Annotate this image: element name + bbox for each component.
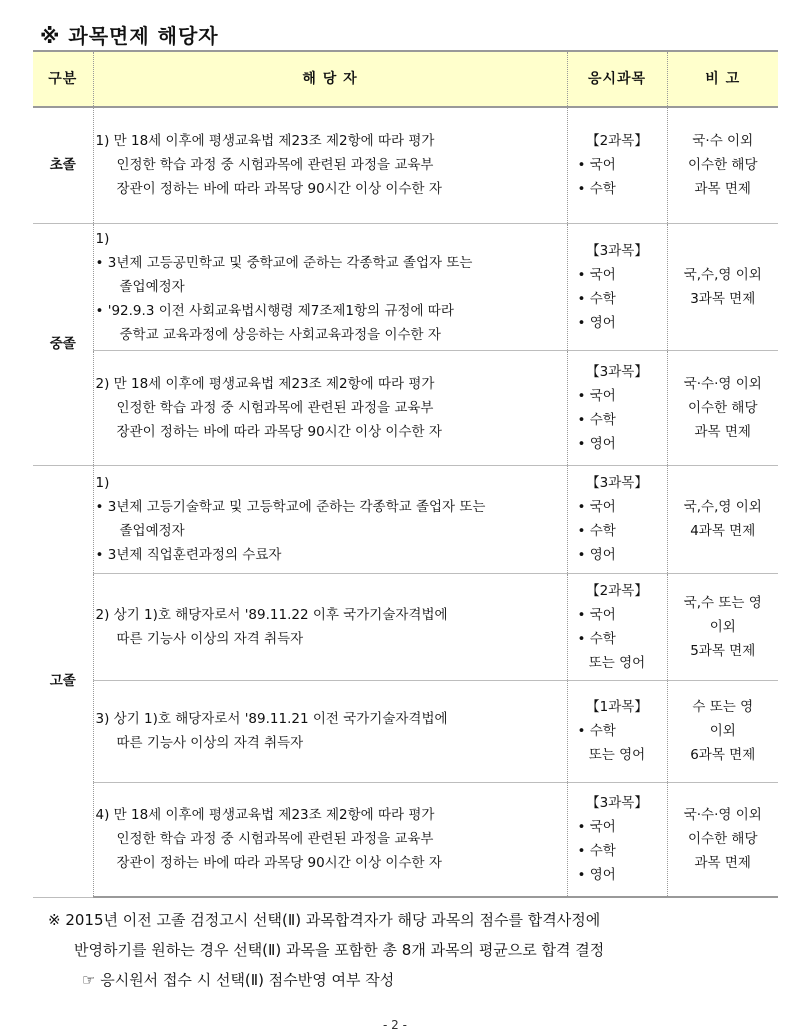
- subject-item: • 영어: [577, 867, 616, 884]
- subject-item: • 국어: [577, 606, 616, 623]
- subject-item: • 국어: [577, 266, 616, 283]
- subject-item: • 수학: [577, 523, 616, 539]
- subject-count: 【3과목】: [586, 475, 648, 491]
- remarks-cell: [667, 107, 778, 223]
- subject-item: • 영어: [577, 314, 616, 331]
- remark-line: 이외: [709, 618, 736, 635]
- bullet-item: [96, 543, 563, 567]
- remark-line: 3과목 면제: [690, 290, 756, 307]
- text-line: 인정한 학습 과정 중 시험과목에 관련된 과정을 교육부: [116, 157, 434, 174]
- text-line: 1) 만 18세 이후에 평생교육법 제23조 제2항에 따라 평가: [95, 133, 435, 150]
- subject-count: 【3과목】: [586, 363, 648, 380]
- exemption-table: [33, 50, 778, 898]
- eligible-cell: [93, 107, 567, 223]
- subject-item: • 수학: [577, 630, 616, 647]
- text-line: • '92.9.3 이전 사회교육법시행령 제7조제1항의 규정에 따라: [95, 302, 454, 319]
- remarks-cell: [667, 782, 778, 897]
- table-row: [33, 680, 778, 782]
- division-elementary: 초졸: [33, 107, 93, 223]
- remark-line: 국·수·영 이외: [683, 807, 762, 824]
- page-number: - 2 -: [383, 1018, 407, 1032]
- eligible-cell: [93, 223, 567, 350]
- text-line: 따른 기능사 이상의 자격 취득자: [116, 630, 304, 647]
- text-line: 졸업예정자: [119, 278, 185, 295]
- remark-line: 과목 면제: [694, 181, 751, 198]
- remark-line: 국·수 이외: [692, 133, 754, 150]
- subject-item: 또는 영어: [588, 747, 646, 763]
- subjects-cell: [567, 782, 667, 897]
- remarks-cell: [667, 465, 778, 573]
- text-line: 인정한 학습 과정 중 시험과목에 관련된 과정을 교육부: [116, 831, 434, 848]
- subject-item: • 수학: [577, 723, 616, 739]
- remark-line: 4과목 면제: [690, 523, 756, 539]
- table-row: [33, 782, 778, 897]
- text-line: • 3년제 고등기술학교 및 고등학교에 준하는 각종학교 졸업자 또는: [95, 499, 486, 515]
- table-row: [33, 573, 778, 680]
- remark-line: 이수한 해당: [688, 831, 758, 848]
- remarks-cell: [667, 680, 778, 782]
- subject-item: • 수학: [577, 181, 616, 198]
- header-eligible: 해 당 자: [93, 51, 567, 107]
- text-line: 따른 기능사 이상의 자격 취득자: [116, 735, 304, 751]
- remark-line: 수 또는 영: [692, 699, 754, 715]
- table-row: [33, 465, 778, 573]
- remark-line: 과목 면제: [694, 423, 751, 440]
- text-line: 2) 만 18세 이후에 평생교육법 제23조 제2항에 따라 평가: [95, 375, 435, 392]
- subject-item: • 국어: [577, 157, 616, 174]
- subject-item: 또는 영어: [588, 654, 646, 671]
- subjects-cell: [567, 680, 667, 782]
- eligible-cell: [93, 573, 567, 680]
- subject-item: • 국어: [577, 499, 616, 515]
- eligible-cell: [93, 350, 567, 465]
- subject-count: 【3과목】: [586, 242, 648, 259]
- remark-line: 국·수·영 이외: [683, 375, 762, 392]
- table-header-row: [33, 51, 778, 107]
- subjects-cell: [567, 465, 667, 573]
- text-line: 장관이 정하는 바에 따라 과목당 90시간 이상 이수한 자: [116, 423, 442, 440]
- remark-line: 5과목 면제: [690, 642, 756, 659]
- subject-item: • 국어: [577, 387, 616, 404]
- bullet-item: [96, 299, 563, 347]
- text-line: 장관이 정하는 바에 따라 과목당 90시간 이상 이수한 자: [116, 181, 442, 198]
- bullet-item: [96, 251, 563, 299]
- item-number: 1): [95, 230, 110, 247]
- text-line: • 3년제 직업훈련과정의 수료자: [95, 547, 282, 563]
- remarks-cell: [667, 573, 778, 680]
- remark-line: 국,수,영 이외: [683, 499, 762, 515]
- subject-item: • 수학: [577, 843, 616, 860]
- header-subjects: 응시과목: [567, 51, 667, 107]
- bullet-item: [96, 495, 563, 543]
- table-row: [33, 107, 778, 223]
- subject-item: • 국어: [577, 819, 616, 836]
- text-line: 중학교 교육과정에 상응하는 사회교육과정을 이수한 자: [119, 326, 441, 343]
- eligible-cell: [93, 680, 567, 782]
- text-line: 4) 만 18세 이후에 평생교육법 제23조 제2항에 따라 평가: [95, 807, 435, 824]
- remark-line: 이외: [709, 723, 736, 739]
- subject-count: 【2과목】: [586, 582, 648, 599]
- subject-count: 【3과목】: [586, 795, 648, 812]
- footnote-note: ☞ 응시원서 접수 시 선택(Ⅱ) 점수반영 여부 작성: [82, 971, 395, 989]
- remark-line: 국,수,영 이외: [683, 266, 762, 283]
- footnote-line: 반영하기를 원하는 경우 선택(Ⅱ) 과목을 포함한 총 8개 과목의 평균으로 합격 결정: [74, 941, 605, 959]
- remarks-cell: [667, 350, 778, 465]
- footnote: [48, 905, 778, 995]
- subject-item: • 영어: [577, 547, 616, 563]
- subject-count: 【1과목】: [586, 699, 648, 715]
- subject-item: • 수학: [577, 411, 616, 428]
- section-title: ※ 과목면제 해당자: [40, 24, 219, 48]
- subjects-cell: [567, 573, 667, 680]
- remark-line: 이수한 해당: [688, 399, 758, 416]
- header-division: 구분: [33, 51, 93, 107]
- subjects-cell: [567, 107, 667, 223]
- remark-line: 이수한 해당: [688, 157, 758, 174]
- eligible-cell: [93, 782, 567, 897]
- subject-item: • 영어: [577, 435, 616, 452]
- header-remarks: 비 고: [667, 51, 778, 107]
- subjects-cell: [567, 350, 667, 465]
- remark-line: 과목 면제: [694, 855, 751, 872]
- eligible-cell: [93, 465, 567, 573]
- footnote-line: ※ 2015년 이전 고졸 검정고시 선택(Ⅱ) 과목합격자가 해당 과목의 점수를 합격사정에: [48, 911, 601, 929]
- table-row: [33, 350, 778, 465]
- text-line: 2) 상기 1)호 해당자로서 '89.11.22 이후 국가기술자격법에: [95, 606, 448, 623]
- remark-line: 6과목 면제: [690, 747, 756, 763]
- subjects-cell: [567, 223, 667, 350]
- text-line: 인정한 학습 과정 중 시험과목에 관련된 과정을 교육부: [116, 399, 434, 416]
- division-middle: 중졸: [33, 223, 93, 465]
- subject-item: • 수학: [577, 290, 616, 307]
- subject-count: 【2과목】: [586, 133, 648, 150]
- text-line: 3) 상기 1)호 해당자로서 '89.11.21 이전 국가기술자격법에: [95, 711, 448, 727]
- text-line: • 3년제 고등공민학교 및 중학교에 준하는 각종학교 졸업자 또는: [95, 254, 473, 271]
- remarks-cell: [667, 223, 778, 350]
- item-number: 1): [95, 475, 110, 491]
- table-row: [33, 223, 778, 350]
- text-line: 장관이 정하는 바에 따라 과목당 90시간 이상 이수한 자: [116, 855, 442, 872]
- text-line: 졸업예정자: [119, 523, 185, 539]
- remark-line: 국,수 또는 영: [683, 594, 762, 611]
- division-high: 고졸: [33, 465, 93, 897]
